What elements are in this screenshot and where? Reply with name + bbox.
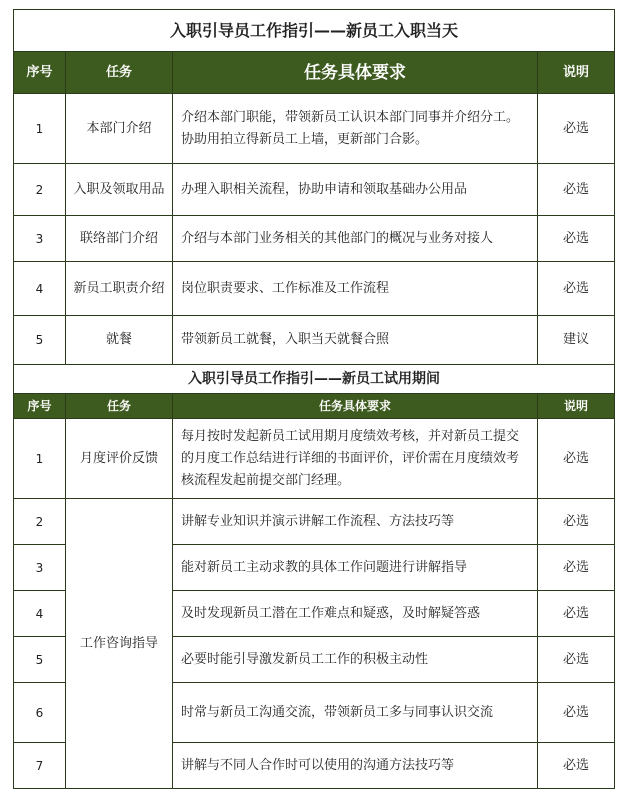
section2-header-row [14, 394, 615, 419]
row-task: 入职及领取用品 [66, 164, 173, 216]
row-requirement: 办理入职相关流程，协助申请和领取基础办公用品 [173, 164, 538, 216]
table-row [14, 164, 615, 216]
row-requirement: 介绍与本部门业务相关的其他部门的概况与业务对接人 [173, 216, 538, 262]
row-note: 必选 [538, 164, 615, 216]
row-requirement: 能对新员工主动求教的具体工作问题进行讲解指导 [173, 545, 538, 591]
guide-table [13, 9, 615, 789]
table-row [14, 316, 615, 365]
row-note: 建议 [538, 316, 615, 365]
row-task: 月度评价反馈 [66, 419, 173, 499]
row-requirement: 岗位职责要求、工作标准及工作流程 [173, 262, 538, 316]
row-note: 必选 [538, 743, 615, 789]
section1-title: 入职引导员工作指引——新员工入职当天 [14, 10, 615, 52]
row-number: 4 [14, 262, 66, 316]
row-task: 就餐 [66, 316, 173, 365]
header-task: 任务 [66, 394, 173, 419]
row-task: 新员工职责介绍 [66, 262, 173, 316]
row-requirement: 介绍本部门职能，带领新员工认识本部门同事并介绍分工。协助用拍立得新员工上墙，更新部门合影。 [173, 94, 538, 164]
row-number: 4 [14, 591, 66, 637]
section1-header-row [14, 52, 615, 94]
row-requirement: 讲解专业知识并演示讲解工作流程、方法技巧等 [173, 499, 538, 545]
row-number: 3 [14, 216, 66, 262]
row-number: 2 [14, 164, 66, 216]
row-number: 7 [14, 743, 66, 789]
row-requirement: 时常与新员工沟通交流，带领新员工多与同事认识交流 [173, 683, 538, 743]
row-requirement: 及时发现新员工潜在工作难点和疑惑，及时解疑答惑 [173, 591, 538, 637]
header-note: 说明 [538, 394, 615, 419]
row-requirement: 带领新员工就餐，入职当天就餐合照 [173, 316, 538, 365]
table-row [14, 216, 615, 262]
table-row [14, 94, 615, 164]
row-number: 1 [14, 94, 66, 164]
row-note: 必选 [538, 419, 615, 499]
row-requirement: 讲解与不同人合作时可以使用的沟通方法技巧等 [173, 743, 538, 789]
header-seq: 序号 [14, 52, 66, 94]
row-note: 必选 [538, 591, 615, 637]
row-note: 必选 [538, 499, 615, 545]
row-task: 本部门介绍 [66, 94, 173, 164]
header-task: 任务 [66, 52, 173, 94]
row-task: 联络部门介绍 [66, 216, 173, 262]
row-number: 1 [14, 419, 66, 499]
row-number: 5 [14, 637, 66, 683]
guide-sheet [13, 9, 614, 789]
header-requirement: 任务具体要求 [173, 394, 538, 419]
section2-title: 入职引导员工作指引——新员工试用期间 [14, 365, 615, 394]
row-note: 必选 [538, 545, 615, 591]
table-row [14, 499, 615, 545]
header-seq: 序号 [14, 394, 66, 419]
merged-task: 工作咨询指导 [66, 499, 173, 789]
row-number: 2 [14, 499, 66, 545]
row-note: 必选 [538, 262, 615, 316]
header-note: 说明 [538, 52, 615, 94]
row-number: 6 [14, 683, 66, 743]
row-note: 必选 [538, 637, 615, 683]
row-requirement: 每月按时发起新员工试用期月度绩效考核，并对新员工提交的月度工作总结进行详细的书面评价，评价需在月度绩效考核流程发起前提交部门经理。 [173, 419, 538, 499]
table-row [14, 262, 615, 316]
row-number: 3 [14, 545, 66, 591]
row-note: 必选 [538, 94, 615, 164]
table-row [14, 419, 615, 499]
row-note: 必选 [538, 216, 615, 262]
row-requirement: 必要时能引导激发新员工工作的积极主动性 [173, 637, 538, 683]
header-requirement: 任务具体要求 [173, 52, 538, 94]
row-note: 必选 [538, 683, 615, 743]
row-number: 5 [14, 316, 66, 365]
